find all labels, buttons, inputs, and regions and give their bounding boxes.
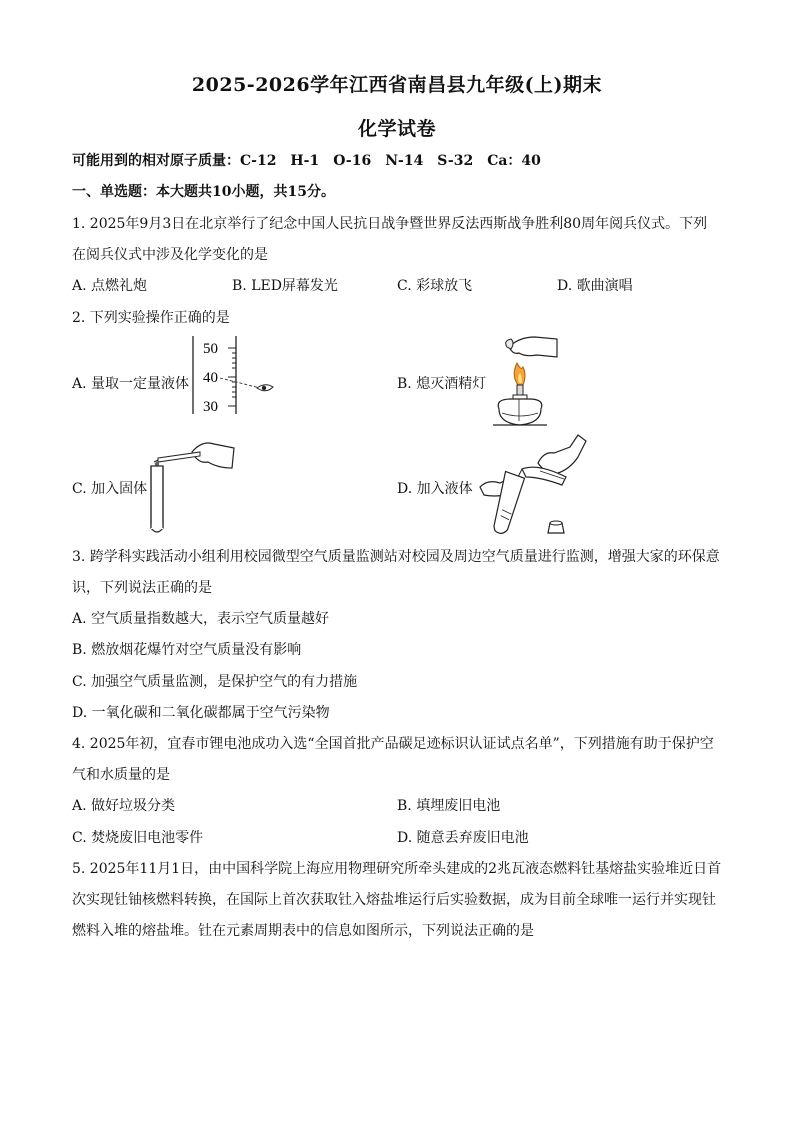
- q3-stem-line2: 识，下列说法正确的是: [72, 580, 212, 596]
- pouring-liquid-figure: [478, 433, 588, 543]
- atomic-masses: 可能用到的相对原子质量：C-12 H-1 O-16 N-14 S-32 Ca：40: [72, 153, 541, 169]
- eye-icon: [257, 385, 273, 391]
- q4-stem-line1: 4. 2025年初，宜春市锂电池成功入选“全国首批产品碳足迹标识认证试点名单”，下列措施有助于保护空: [72, 736, 714, 752]
- q4-option-c: C. 焚烧废旧电池零件: [72, 830, 204, 846]
- q2-option-a: A. 量取一定量液体: [72, 376, 190, 392]
- q1-option-a: A. 点燃礼炮: [72, 278, 148, 294]
- q4-option-b: B. 填埋废旧电池: [397, 798, 501, 814]
- section-heading: 一、单选题：本大题共10小题，共15分。: [72, 184, 335, 200]
- q2-option-b: B. 熄灭酒精灯: [397, 376, 487, 392]
- q2-option-c: C. 加入固体: [72, 481, 148, 497]
- q1-option-c: C. 彩球放飞: [397, 278, 473, 294]
- mark-50: 50: [203, 341, 218, 357]
- flame-icon: [514, 363, 525, 385]
- mark-30: 30: [203, 399, 218, 415]
- exam-title: 2025-2026学年江西省南昌县九年级(上)期末: [191, 74, 603, 96]
- q1-option-b: B. LED屏幕发光: [232, 278, 338, 294]
- q3-option-a: A. 空气质量指数越大，表示空气质量越好: [72, 611, 330, 627]
- hand-icon: [509, 337, 558, 357]
- q3-option-d: D. 一氧化碳和二氧化碳都属于空气污染物: [72, 705, 330, 721]
- test-tube-tweezers-figure: [148, 438, 238, 538]
- q5-stem-line1: 5. 2025年11月1日，由中国科学院上海应用物理研究所牵头建成的2兆瓦液态燃料钍基熔盐实验堆近日首: [72, 861, 722, 877]
- exam-subtitle: 化学试卷: [357, 118, 436, 140]
- graduated-cylinder-figure: [190, 336, 280, 416]
- q4-stem-line2: 气和水质量的是: [72, 767, 170, 783]
- hand-icon: [538, 435, 586, 473]
- q1-stem-line2: 在阅兵仪式中涉及化学变化的是: [72, 247, 268, 263]
- q2-stem: 2. 下列实验操作正确的是: [72, 310, 230, 326]
- q3-stem-line1: 3. 跨学科实践活动小组利用校园微型空气质量监测站对校园及周边空气质量进行监测，增强大家的环保意: [72, 549, 720, 565]
- q3-option-b: B. 燃放烟花爆竹对空气质量没有影响: [72, 642, 302, 658]
- mark-40: 40: [203, 370, 218, 386]
- q1-option-d: D. 歌曲演唱: [557, 278, 633, 294]
- q5-stem-line2: 次实现钍铀核燃料转换，在国际上首次获取钍入熔盐堆运行后实验数据，成为目前全球唯一运行并实现钍: [72, 892, 716, 908]
- q4-option-a: A. 做好垃圾分类: [72, 798, 176, 814]
- q1-stem-line1: 1. 2025年9月3日在北京举行了纪念中国人民抗日战争暨世界反法西斯战争胜利80周年阅兵仪式。下列: [72, 216, 708, 232]
- q2-option-d: D. 加入液体: [397, 481, 473, 497]
- bottle-stopper-icon: [548, 521, 564, 533]
- q3-option-c: C. 加强空气质量监测，是保护空气的有力措施: [72, 674, 358, 690]
- q5-stem-line3: 燃料入堆的熔盐堆。钍在元素周期表中的信息如图所示，下列说法正确的是: [72, 923, 534, 939]
- q4-option-d: D. 随意丢弃废旧电池: [397, 830, 529, 846]
- alcohol-lamp-figure: [485, 333, 565, 433]
